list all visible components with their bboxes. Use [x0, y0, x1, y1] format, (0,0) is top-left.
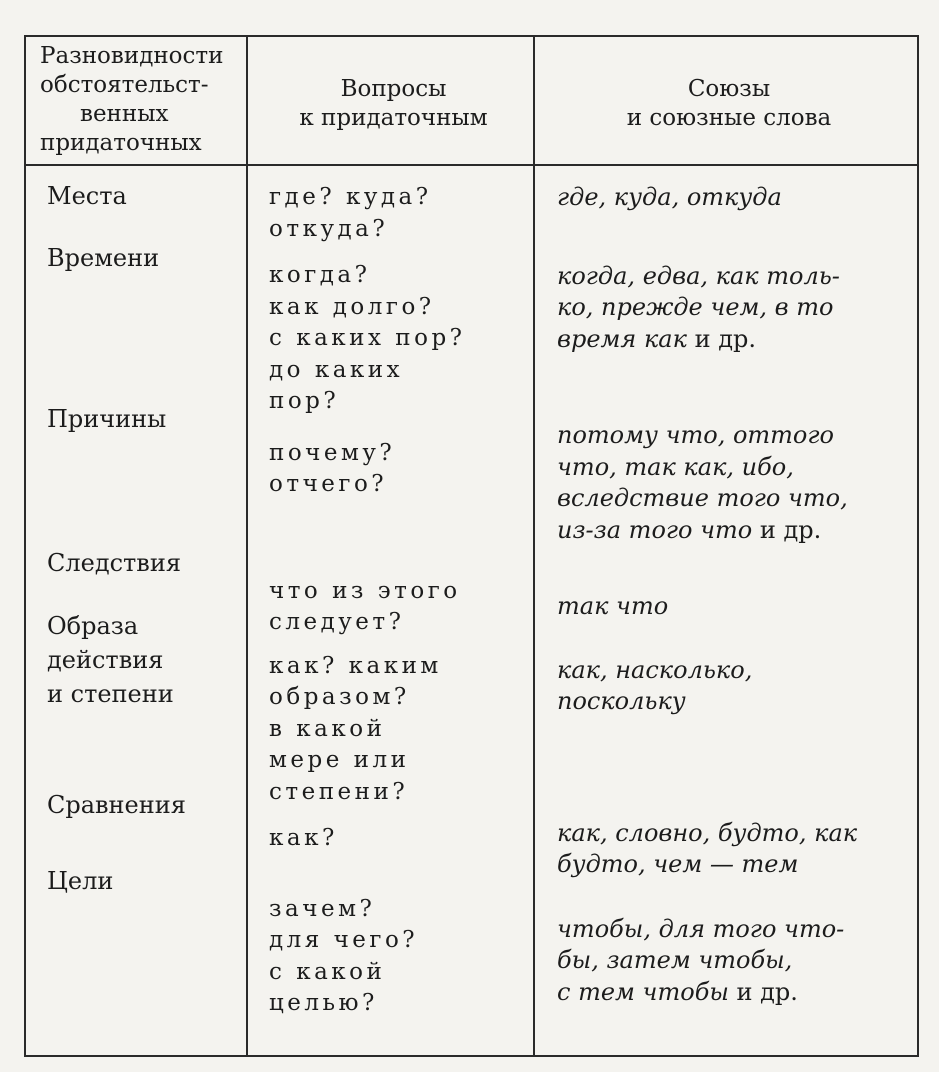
header-line: обстоятельст- [40, 72, 209, 98]
type-label: и степени [47, 680, 174, 708]
header-line: и союзные слова [626, 105, 832, 131]
question-text: степени? [269, 778, 409, 805]
header-line: Вопросы [340, 76, 447, 102]
question-text: следует? [269, 609, 405, 635]
type-label: Причины [47, 405, 167, 433]
type-label: Места [47, 182, 127, 210]
questions-column [247, 165, 534, 1056]
table-row [25, 165, 918, 1056]
conjunction-block [557, 623, 917, 718]
type-label: Цели [47, 867, 114, 895]
question-text: с какой [269, 958, 386, 985]
header-line: к придаточным [299, 105, 488, 131]
conjunction-text: чтобы, для того что- [557, 914, 845, 943]
conjunction-etc: и др. [686, 324, 756, 353]
question-text: как? [269, 825, 338, 851]
conjunction-line [557, 182, 917, 214]
conjunction-etc: и др. [728, 977, 798, 1006]
conjunction-line [557, 655, 917, 687]
question-text: как долго? [269, 293, 435, 320]
conjunction-etc: и др. [752, 515, 822, 544]
header-questions [247, 36, 534, 165]
conjunction-block [557, 881, 917, 1009]
table-header-row [25, 36, 918, 165]
conjunction-block [557, 166, 917, 214]
conjunction-text: будто, чем — тем [557, 850, 799, 878]
conjunction-text: как, словно, будто, как [557, 818, 858, 847]
question-text: мере или [269, 747, 410, 773]
type-label: Следствия [47, 549, 181, 577]
types-column [25, 165, 247, 1056]
question-text: зачем? [269, 895, 376, 922]
question-text: как? каким [269, 652, 442, 679]
question-text: для чего? [269, 927, 419, 953]
header-line: Союзы [687, 76, 771, 102]
conjunction-text: поскольку [557, 687, 686, 715]
conjunction-line [557, 849, 917, 881]
conjunction-text: ко, прежде чем, в то [557, 293, 834, 321]
question-text: откуда? [269, 215, 389, 242]
type-label: Сравнения [47, 791, 186, 819]
question-text: где? куда? [269, 184, 432, 210]
conjunction-line [557, 261, 917, 293]
conjunction-text: вследствие того что, [557, 484, 848, 512]
conjunction-line [557, 686, 917, 718]
conjunction-text: потому что, оттого [557, 421, 834, 449]
conjunction-text: время как [557, 324, 687, 353]
conjunction-text: из-за того что [557, 515, 753, 544]
conjunction-block [557, 718, 917, 881]
type-label: Образа [47, 612, 139, 640]
conjunction-line [557, 292, 917, 324]
question-text: с каких пор? [269, 325, 466, 351]
subordinate-clauses-table [24, 35, 919, 1057]
conjunction-line [557, 324, 917, 356]
question-text: пор? [269, 388, 340, 414]
question-text: образом? [269, 684, 410, 710]
conjunction-line [557, 818, 917, 850]
question-text: до каких [269, 356, 404, 383]
conjunction-line [557, 515, 917, 547]
question-text: отчего? [269, 471, 388, 497]
question-text: почему? [269, 439, 396, 466]
conjunctions-column [534, 165, 918, 1056]
conjunction-block [557, 355, 917, 546]
type-label: Времени [47, 244, 160, 272]
question-text: что из этого [269, 577, 461, 604]
question-text: в какой [269, 715, 386, 742]
header-types [25, 36, 247, 165]
conjunction-text: как, насколько, [557, 655, 753, 684]
header-line: венных [80, 101, 169, 127]
conjunction-text: что, так как, ибо, [557, 452, 794, 481]
type-label: действия [47, 646, 164, 674]
conjunction-line [557, 483, 917, 515]
conjunction-line [557, 420, 917, 452]
header-line: придаточных [40, 130, 202, 156]
conjunction-line [557, 945, 917, 977]
conjunction-line [557, 591, 917, 623]
conjunction-text: где, куда, откуда [557, 183, 782, 211]
question-text: целью? [269, 990, 378, 1016]
conjunction-text: когда, едва, как толь- [557, 261, 840, 290]
conjunction-line [557, 914, 917, 946]
conjunction-text: бы, затем чтобы, [557, 946, 793, 974]
question-text: когда? [269, 262, 371, 288]
header-line: Разновидности [40, 43, 224, 69]
conjunction-text: так что [557, 592, 669, 620]
header-conjunctions [534, 36, 918, 165]
conjunction-block [557, 214, 917, 356]
conjunction-text: с тем чтобы [557, 977, 729, 1006]
conjunction-line [557, 452, 917, 484]
conjunction-line [557, 977, 917, 1009]
conjunction-block [557, 546, 917, 623]
